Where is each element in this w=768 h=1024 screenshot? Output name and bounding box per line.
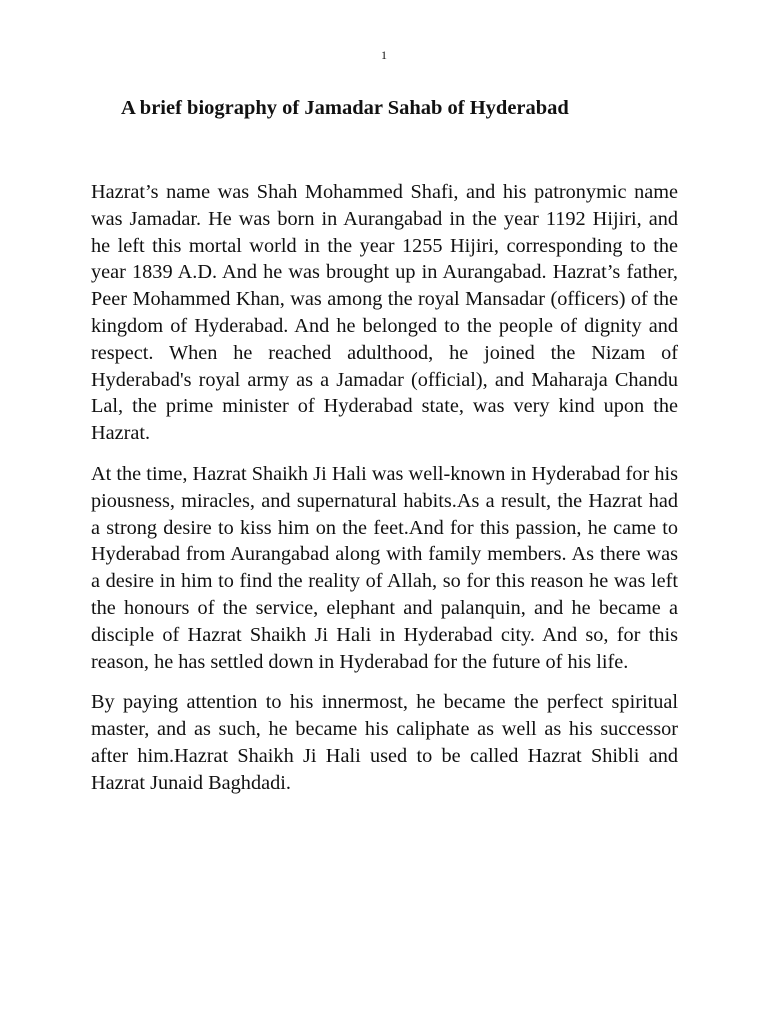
paragraph-shaikh-ji-hali: At the time, Hazrat Shaikh Ji Hali was well-known in Hyderabad for his piousness, miracles, and supernatural habits.As a result, the Hazrat had a strong desire to kiss him on the feet.And for this passion, he came to Hyderabad from Aurangabad along with family members. As there was a desire in him to find the reality of Allah, so for this reason he was left the honours of the service, elephant and palanquin, and he became a disciple of Hazrat Shaikh Ji Hali in Hyderabad city. And so, for this reason, he has settled down in Hyderabad for the future of his life. bbox=[91, 462, 678, 673]
paragraph-spiritual-master: By paying attention to his innermost, he became the perfect spiritual master, and as such, he became his caliphate as well as his successor after him.Hazrat Shaikh Ji Hali used to be called Hazrat Shibli and Hazrat Junaid Baghdadi. bbox=[91, 691, 678, 794]
paragraph-biography-intro: Hazrat’s name was Shah Mohammed Shafi, and his patronymic name was Jamadar. He was born in Aurangabad in the year 1192 Hijiri, and he left this mortal world in the year 1255 Hijiri, corresponding to the year 1839 A.D. And he was brought up in Aurangabad. Hazrat’s father, Peer Mohammed Khan, was among the royal Mansadar (officers) of the kingdom of Hyderabad. And he belonged to the people of dignity and respect. When he reached adulthood, he joined the Nizam of Hyderabad's royal army as a Jamadar (official), and Maharaja Chandu Lal, the prime minister of Hyderabad state, was very kind upon the Hazrat. bbox=[91, 181, 678, 445]
document-title: A brief biography of Jamadar Sahab of Hyderabad bbox=[121, 97, 569, 119]
document-body bbox=[91, 179, 678, 811]
page-number: 1 bbox=[381, 48, 387, 62]
